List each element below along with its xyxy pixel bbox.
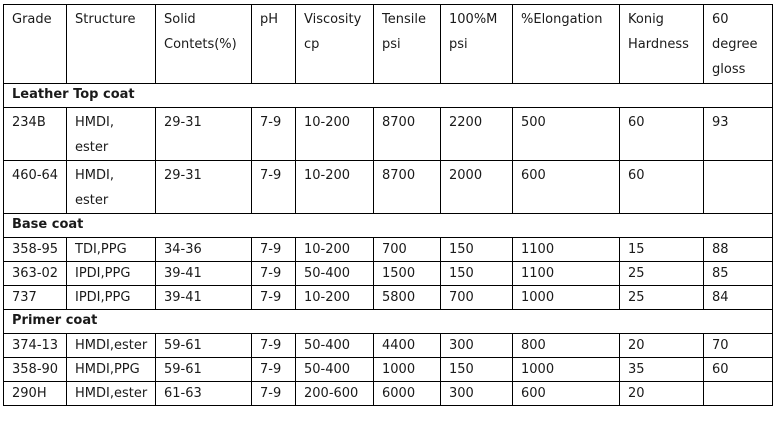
header-tensile <box>374 5 441 84</box>
cell-solid-content-line: 39-41 <box>164 290 202 305</box>
cell-viscosity <box>296 286 374 310</box>
cell-tensile-line: 4400 <box>382 338 416 353</box>
header-gloss-60-line: gloss <box>712 62 746 77</box>
cell-gloss-60 <box>704 161 773 214</box>
cell-konig-hardness-line: 20 <box>628 386 645 401</box>
cell-tensile-line: 700 <box>382 242 407 257</box>
section-title: Leather Top coat <box>4 84 773 108</box>
header-konig-hardness <box>620 5 704 84</box>
cell-elongation-line: 1000 <box>521 362 555 377</box>
cell-ph-line: 7-9 <box>260 242 282 257</box>
cell-gloss-60 <box>704 334 773 358</box>
cell-tensile-line: 1500 <box>382 266 416 281</box>
cell-viscosity <box>296 382 374 406</box>
table-row <box>4 358 773 382</box>
cell-elongation <box>513 334 620 358</box>
cell-elongation-line: 600 <box>521 386 546 401</box>
cell-tensile-line: 5800 <box>382 290 416 305</box>
spec-table <box>3 4 773 406</box>
cell-solid-content-line: 29-31 <box>164 115 202 130</box>
cell-elongation <box>513 238 620 262</box>
cell-elongation <box>513 286 620 310</box>
cell-tensile <box>374 238 441 262</box>
cell-structure <box>67 108 156 161</box>
cell-ph-line: 7-9 <box>260 338 282 353</box>
header-solid-content-line: Solid <box>164 12 196 27</box>
cell-tensile <box>374 108 441 161</box>
cell-structure-line: IPDI,PPG <box>75 290 131 305</box>
cell-tensile-line: 8700 <box>382 115 416 130</box>
section-row <box>4 84 773 108</box>
cell-gloss-60-line: 88 <box>712 242 729 257</box>
cell-modulus-100-line: 300 <box>449 386 474 401</box>
header-gloss-60-line: 60 <box>712 12 729 27</box>
header-viscosity <box>296 5 374 84</box>
cell-konig-hardness <box>620 334 704 358</box>
cell-grade-line: 290H <box>12 386 47 401</box>
header-ph <box>252 5 296 84</box>
cell-grade <box>4 262 67 286</box>
cell-viscosity <box>296 161 374 214</box>
cell-ph <box>252 161 296 214</box>
cell-solid-content-line: 59-61 <box>164 362 202 377</box>
cell-structure-line: HMDI,ester <box>75 386 148 401</box>
table-row <box>4 108 773 161</box>
cell-ph <box>252 286 296 310</box>
cell-konig-hardness-line: 15 <box>628 242 645 257</box>
cell-structure <box>67 334 156 358</box>
header-row <box>4 5 773 84</box>
cell-viscosity-line: 10-200 <box>304 168 351 183</box>
cell-solid-content-line: 61-63 <box>164 386 202 401</box>
cell-viscosity <box>296 358 374 382</box>
cell-viscosity <box>296 108 374 161</box>
cell-modulus-100-line: 2200 <box>449 115 483 130</box>
header-konig-hardness-line: Konig <box>628 12 664 27</box>
cell-structure <box>67 238 156 262</box>
cell-solid-content <box>156 161 252 214</box>
cell-ph <box>252 108 296 161</box>
cell-konig-hardness-line: 25 <box>628 266 645 281</box>
cell-grade-line: 737 <box>12 290 37 305</box>
cell-structure <box>67 286 156 310</box>
cell-konig-hardness <box>620 262 704 286</box>
cell-elongation-line: 600 <box>521 168 546 183</box>
cell-gloss-60-line: 85 <box>712 266 729 281</box>
cell-gloss-60 <box>704 382 773 406</box>
cell-konig-hardness <box>620 161 704 214</box>
cell-ph-line: 7-9 <box>260 362 282 377</box>
cell-modulus-100-line: 150 <box>449 266 474 281</box>
cell-gloss-60 <box>704 108 773 161</box>
header-modulus-100-line: psi <box>449 37 468 52</box>
cell-ph <box>252 334 296 358</box>
cell-tensile <box>374 262 441 286</box>
cell-elongation <box>513 262 620 286</box>
header-structure-line: Structure <box>75 12 136 27</box>
cell-modulus-100-line: 700 <box>449 290 474 305</box>
cell-modulus-100 <box>441 382 513 406</box>
cell-elongation <box>513 161 620 214</box>
cell-viscosity-line: 50-400 <box>304 338 351 353</box>
cell-tensile-line: 1000 <box>382 362 416 377</box>
cell-solid-content <box>156 108 252 161</box>
cell-modulus-100 <box>441 262 513 286</box>
table-row <box>4 334 773 358</box>
cell-ph-line: 7-9 <box>260 290 282 305</box>
cell-elongation-line: 1100 <box>521 266 555 281</box>
cell-grade-line: 234B <box>12 115 46 130</box>
cell-modulus-100 <box>441 358 513 382</box>
cell-elongation <box>513 358 620 382</box>
cell-grade <box>4 382 67 406</box>
cell-konig-hardness <box>620 382 704 406</box>
cell-solid-content-line: 29-31 <box>164 168 202 183</box>
cell-konig-hardness <box>620 286 704 310</box>
cell-elongation-line: 800 <box>521 338 546 353</box>
cell-gloss-60-line: 93 <box>712 115 729 130</box>
header-ph-line: pH <box>260 12 279 27</box>
cell-grade <box>4 161 67 214</box>
cell-elongation-line: 500 <box>521 115 546 130</box>
cell-gloss-60 <box>704 286 773 310</box>
cell-structure <box>67 358 156 382</box>
header-tensile-line: Tensile <box>382 12 426 27</box>
cell-tensile-line: 8700 <box>382 168 416 183</box>
section-title: Base coat <box>4 214 773 238</box>
cell-konig-hardness-line: 60 <box>628 115 645 130</box>
cell-ph <box>252 382 296 406</box>
cell-gloss-60 <box>704 358 773 382</box>
cell-ph-line: 7-9 <box>260 115 282 130</box>
cell-solid-content <box>156 262 252 286</box>
cell-structure-line: HMDI, <box>75 168 114 183</box>
cell-gloss-60-line: 84 <box>712 290 729 305</box>
cell-elongation-line: 1100 <box>521 242 555 257</box>
cell-konig-hardness <box>620 358 704 382</box>
cell-modulus-100 <box>441 108 513 161</box>
cell-tensile <box>374 334 441 358</box>
section-row <box>4 310 773 334</box>
table-row <box>4 161 773 214</box>
table-row <box>4 238 773 262</box>
header-konig-hardness-line: Hardness <box>628 37 689 52</box>
header-viscosity-line: Viscosity <box>304 12 362 27</box>
cell-viscosity <box>296 262 374 286</box>
cell-konig-hardness-line: 35 <box>628 362 645 377</box>
header-solid-content-line: Contets(%) <box>164 37 237 52</box>
cell-grade-line: 363-02 <box>12 266 59 281</box>
cell-ph <box>252 262 296 286</box>
header-solid-content <box>156 5 252 84</box>
cell-tensile-line: 6000 <box>382 386 416 401</box>
cell-gloss-60 <box>704 238 773 262</box>
cell-grade <box>4 358 67 382</box>
cell-gloss-60-line: 60 <box>712 362 729 377</box>
cell-tensile <box>374 382 441 406</box>
header-modulus-100 <box>441 5 513 84</box>
header-structure <box>67 5 156 84</box>
cell-ph <box>252 238 296 262</box>
cell-structure-line: IPDI,PPG <box>75 266 131 281</box>
cell-elongation <box>513 382 620 406</box>
cell-elongation-line: 1000 <box>521 290 555 305</box>
header-modulus-100-line: 100%M <box>449 12 498 27</box>
cell-modulus-100-line: 150 <box>449 362 474 377</box>
cell-viscosity-line: 50-400 <box>304 266 351 281</box>
cell-viscosity-line: 10-200 <box>304 115 351 130</box>
cell-solid-content <box>156 358 252 382</box>
cell-modulus-100 <box>441 286 513 310</box>
cell-konig-hardness-line: 20 <box>628 338 645 353</box>
header-grade <box>4 5 67 84</box>
header-elongation-line: %Elongation <box>521 12 603 27</box>
cell-solid-content-line: 59-61 <box>164 338 202 353</box>
cell-structure-line: ester <box>75 193 109 208</box>
cell-grade-line: 374-13 <box>12 338 59 353</box>
cell-gloss-60-line: 70 <box>712 338 729 353</box>
cell-structure <box>67 161 156 214</box>
cell-viscosity <box>296 238 374 262</box>
cell-modulus-100 <box>441 161 513 214</box>
cell-modulus-100-line: 2000 <box>449 168 483 183</box>
cell-viscosity-line: 10-200 <box>304 290 351 305</box>
cell-konig-hardness-line: 25 <box>628 290 645 305</box>
table-row <box>4 262 773 286</box>
cell-structure-line: TDI,PPG <box>75 242 127 257</box>
header-tensile-line: psi <box>382 37 401 52</box>
cell-tensile <box>374 286 441 310</box>
cell-konig-hardness-line: 60 <box>628 168 645 183</box>
table-row <box>4 286 773 310</box>
cell-ph-line: 7-9 <box>260 168 282 183</box>
cell-modulus-100 <box>441 238 513 262</box>
cell-gloss-60 <box>704 262 773 286</box>
cell-structure-line: HMDI, <box>75 115 114 130</box>
cell-solid-content <box>156 334 252 358</box>
header-gloss-60 <box>704 5 773 84</box>
cell-viscosity-line: 200-600 <box>304 386 359 401</box>
cell-solid-content <box>156 286 252 310</box>
cell-structure-line: HMDI,ester <box>75 338 148 353</box>
table-row <box>4 382 773 406</box>
cell-grade <box>4 334 67 358</box>
cell-grade <box>4 286 67 310</box>
cell-structure-line: HMDI,PPG <box>75 362 140 377</box>
cell-ph-line: 7-9 <box>260 266 282 281</box>
cell-structure-line: ester <box>75 140 109 155</box>
section-title: Primer coat <box>4 310 773 334</box>
header-elongation <box>513 5 620 84</box>
cell-viscosity <box>296 334 374 358</box>
cell-modulus-100-line: 150 <box>449 242 474 257</box>
cell-grade-line: 358-90 <box>12 362 59 377</box>
cell-konig-hardness <box>620 108 704 161</box>
cell-solid-content-line: 34-36 <box>164 242 202 257</box>
cell-grade <box>4 108 67 161</box>
cell-structure <box>67 382 156 406</box>
cell-elongation <box>513 108 620 161</box>
cell-grade <box>4 238 67 262</box>
cell-tensile <box>374 161 441 214</box>
header-viscosity-line: cp <box>304 37 320 52</box>
cell-konig-hardness <box>620 238 704 262</box>
cell-viscosity-line: 50-400 <box>304 362 351 377</box>
header-gloss-60-line: degree <box>712 37 758 52</box>
cell-grade-line: 460-64 <box>12 168 59 183</box>
cell-solid-content <box>156 382 252 406</box>
cell-grade-line: 358-95 <box>12 242 59 257</box>
cell-structure <box>67 262 156 286</box>
cell-solid-content <box>156 238 252 262</box>
section-row <box>4 214 773 238</box>
cell-modulus-100 <box>441 334 513 358</box>
cell-ph <box>252 358 296 382</box>
cell-modulus-100-line: 300 <box>449 338 474 353</box>
cell-ph-line: 7-9 <box>260 386 282 401</box>
cell-solid-content-line: 39-41 <box>164 266 202 281</box>
cell-tensile <box>374 358 441 382</box>
header-grade-line: Grade <box>12 12 52 27</box>
table-body <box>4 5 773 406</box>
cell-viscosity-line: 10-200 <box>304 242 351 257</box>
